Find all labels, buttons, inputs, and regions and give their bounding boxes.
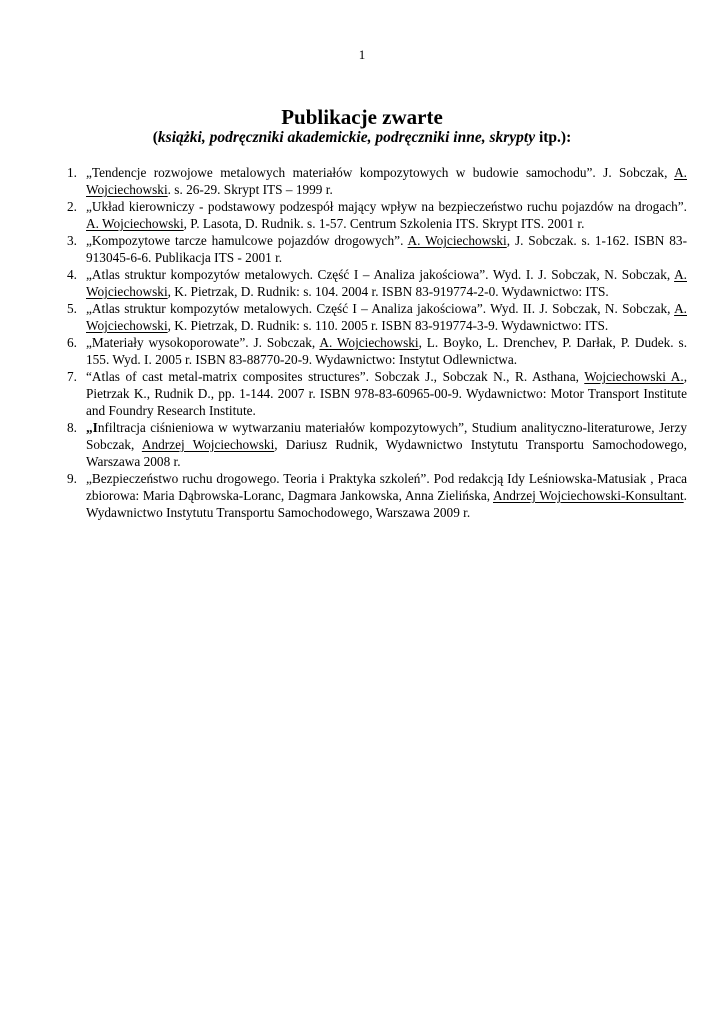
- item-number: 2.: [67, 199, 77, 214]
- author-name: Wojciechowski A.: [584, 369, 684, 384]
- item-text: , J. Sobczak. s. 1-162. ISBN 83-913045-6-6. Publikacja ITS - 2001 r.: [86, 233, 687, 265]
- item-text: „Kompozytowe tarcze hamulcowe pojazdów drogowych”.: [86, 233, 408, 248]
- author-name: A. Wojciechowski: [407, 233, 507, 248]
- item-number: 7.: [67, 369, 77, 384]
- publication-item: [67, 300, 687, 334]
- publication-item: [67, 368, 687, 419]
- author-name: Andrzej Wojciechowski-Konsultant: [493, 488, 684, 503]
- publication-item: [67, 419, 687, 470]
- publication-item: [67, 470, 687, 521]
- item-text: „Tendencje rozwojowe metalowych materiałów kompozytowych w budowie samochodu”. J. Sobczak,: [86, 165, 675, 180]
- item-text: , P. Lasota, D. Rudnik. s. 1-57. Centrum Szkolenia ITS. Skrypt ITS. 2001 r.: [183, 216, 585, 231]
- author-name: A. Wojciechowski: [86, 267, 687, 299]
- item-text: , Dariusz Rudnik, Wydawnictwo Instytutu Transportu Samochodowego, Warszawa 2008 r.: [86, 437, 687, 469]
- author-name: A. Wojciechowski: [86, 301, 687, 333]
- item-text: „Materiały wysokoporowate”. J. Sobczak,: [86, 335, 320, 350]
- author-name: Andrzej Wojciechowski: [141, 437, 275, 452]
- item-number: 8.: [67, 420, 77, 435]
- item-lead-bold: „I: [86, 420, 98, 435]
- item-text: “Atlas of cast metal-matrix composites structures”. Sobczak J., Sobczak N., R. Asthana,: [86, 369, 585, 384]
- item-text: nfiltracja ciśnieniowa w wytwarzaniu materiałów kompozytowych”, Studium analityczno-literaturowe, Jerzy Sobczak,: [86, 420, 687, 452]
- item-text: „Bezpieczeństwo ruchu drogowego. Teoria i Praktyka szkoleń”. Pod redakcją Idy Leśniowska-Matusiak , Praca zbiorowa: Maria Dąbrowska-Loranc, Dagmara Jankowska, Anna Zielińska,: [86, 471, 687, 503]
- publication-item: [67, 334, 687, 368]
- author-name: A. Wojciechowski: [86, 216, 184, 231]
- item-text: , Pietrzak K., Rudnik D., pp. 1-144. 2007 r. ISBN 978-83-60965-00-9. Wydawnictwo: Motor Transport Institute and Foundry Research Institute.: [86, 369, 688, 418]
- item-number: 1.: [67, 165, 77, 180]
- subtitle-close: itp.):: [535, 129, 572, 146]
- item-text: „Układ kierowniczy - podstawowy podzespół mający wpływ na bezpieczeństwo ruchu pojazdów na drogach”.: [86, 199, 687, 214]
- subtitle-open: (: [152, 129, 158, 146]
- item-number: 6.: [67, 335, 77, 350]
- item-number: 4.: [67, 267, 77, 282]
- subtitle-italic: książki, podręczniki akademickie, podręczniki inne, skrypty: [157, 129, 536, 146]
- page-subtitle: [0, 128, 724, 148]
- page-number: 1: [358, 47, 366, 62]
- publication-item: [67, 164, 687, 198]
- publication-item: [67, 266, 687, 300]
- item-text: „Atlas struktur kompozytów metalowych. Część I – Analiza jakościowa”. Wyd. II. J. Sobczak, N. Sobczak,: [86, 301, 675, 316]
- item-text: , K. Pietrzak, D. Rudnik: s. 104. 2004 r. ISBN 83-919774-2-0. Wydawnictwo: ITS.: [167, 284, 609, 299]
- item-text: , L. Boyko, L. Drenchev, P. Darłak, P. Dudek. s. 155. Wyd. I. 2005 r. ISBN 83-88770-20-9. Wydawnictwo: Instytut Odlewnictwa.: [86, 335, 688, 367]
- item-text: . Wydawnictwo Instytutu Transportu Samochodowego, Warszawa 2009 r.: [86, 488, 687, 520]
- item-text: „Atlas struktur kompozytów metalowych. Część I – Analiza jakościowa”. Wyd. I. J. Sobczak, N. Sobczak,: [86, 267, 675, 282]
- item-number: 5.: [67, 301, 77, 316]
- item-number: 3.: [67, 233, 77, 248]
- item-text: . s. 26-29. Skrypt ITS – 1999 r.: [167, 182, 333, 197]
- author-name: A. Wojciechowski: [86, 165, 687, 197]
- item-number: 9.: [67, 471, 77, 486]
- publication-list: [67, 164, 687, 521]
- item-text: , K. Pietrzak, D. Rudnik: s. 110. 2005 r. ISBN 83-919774-3-9. Wydawnictwo: ITS.: [167, 318, 609, 333]
- publication-item: [67, 232, 687, 266]
- page-title: Publikacje zwarte: [281, 105, 443, 129]
- author-name: A. Wojciechowski: [319, 335, 419, 350]
- publication-item: [67, 198, 687, 232]
